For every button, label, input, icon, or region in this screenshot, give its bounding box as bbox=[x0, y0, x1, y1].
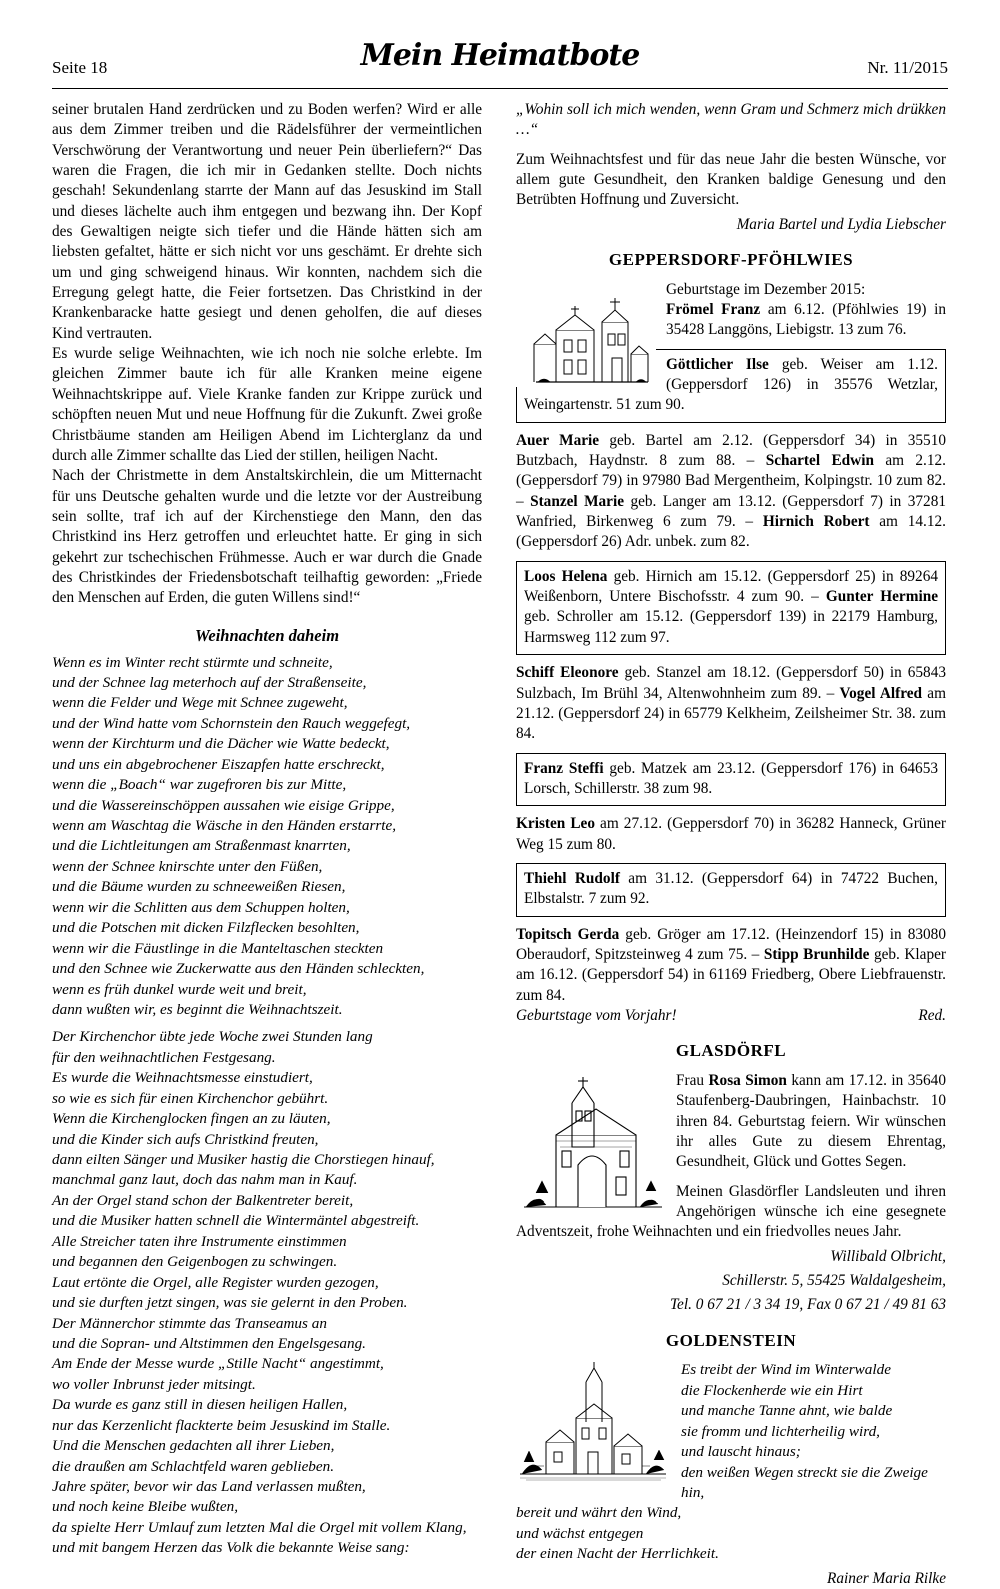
article-paragraph: Es wurde selige Weihnachten, wie ich noch nie solche erlebte. Im gleichen Zimmer baute ich für alle Kranken meine eigene Weihnachtskrippe auf. Viele Kranke fanden zur Krippe zurück und schöpften neuen Mut und neue Hoffnung für die Zukunft. Zwei große Christbäume standen am Heiligen Abend im Lichterglanz da und durch alle Zimmer schallte das Lied der stillen, heiligen Nacht. bbox=[52, 345, 482, 464]
birthday-detail: am 31.12. (Geppersdorf 64) in 74722 Buchen, Elbstalstr. 7 zum 92. bbox=[524, 869, 938, 908]
poem-line: wenn der Schnee knirschte unter den Füßen, bbox=[52, 857, 323, 875]
poem-line: und uns ein abgebrochener Eiszapfen hatte erschreckt, bbox=[52, 755, 385, 773]
birthday-name: Göttlicher Ilse bbox=[666, 355, 769, 373]
birthday-paragraph bbox=[516, 925, 946, 1006]
poem-line: und mit bangem Herzen das Volk die bekannte Weise sang: bbox=[52, 1539, 410, 1557]
poem-line: und der Schnee lag meterhoch auf der Straßenseite, bbox=[52, 673, 367, 691]
birthday-detail: geb. Langer am 13.12. (Geppersdorf 7) in 37281 Wanfried, Birkenweg 6 zum 79. – bbox=[516, 492, 946, 531]
poem-line: und die Wassereinschöppen aussahen wie eisige Grippe, bbox=[52, 796, 395, 814]
wishes-paragraph: Zum Weihnachtsfest und für das neue Jahr die besten Wünsche, vor allem gute Gesundheit, den Kranken baldige Genesung und den Betrübten Hoffnung und Zuversicht. bbox=[516, 150, 946, 209]
poem-line: und noch keine Bleibe wußten, bbox=[52, 1498, 238, 1516]
section-title-goldenstein: GOLDENSTEIN bbox=[665, 1330, 797, 1350]
poem-line: Der Männerchor stimmte das Transeamus an bbox=[52, 1314, 327, 1332]
goldenstein-poem-signature: Rainer Maria Rilke bbox=[827, 1569, 946, 1587]
poem-line: und der Wind hatte vom Schornstein den Rauch weggefegt, bbox=[52, 714, 411, 732]
poem-line: der einen Nacht der Herrlichkeit. bbox=[516, 1545, 719, 1563]
poem-line: wenn der Kirchturm und die Dächer wie Watte bedeckt, bbox=[52, 735, 390, 753]
birthday-name: Thiehl Rudolf bbox=[524, 869, 620, 887]
birthday-name: Topitsch Gerda bbox=[516, 925, 620, 943]
birthday-name: Stipp Brunhilde bbox=[763, 945, 870, 963]
birthday-detail: geb. Bartel am 2.12. (Geppersdorf 34) in 35510 Butzbach, Haydnstr. 8 zum 88. – bbox=[516, 431, 946, 470]
glasdoerfl-signature-address: Schillerstr. 5, 55425 Waldalgesheim, bbox=[722, 1272, 946, 1290]
birthday-name: Kristen Leo bbox=[516, 815, 595, 833]
poem-line: Alle Streicher taten ihre Instrumente einstimmen bbox=[52, 1232, 347, 1250]
birthday-detail: geb. Gröger am 17.12. (Heinzendorf 15) in 83080 Oberaudorf, Spitzsteinweg 4 zum 75. – bbox=[516, 925, 946, 963]
birthday-detail: am 14.12. (Geppersdorf 26) Adr. unbek. zum 82. bbox=[516, 513, 946, 551]
goldenstein-block bbox=[516, 1360, 946, 1564]
poem-line: wo voller Inbrunst jeder mitsingt. bbox=[52, 1375, 256, 1393]
birthday-name: Gunter Hermine bbox=[825, 588, 938, 606]
poem-line: wenn die „Boach“ war zugefroren bis zur Mitte, bbox=[52, 776, 347, 794]
birthday-detail: am 6.12. (Pföhlwies 19) in 35428 Langgöns, Liebigstr. 13 zum 76. bbox=[666, 301, 946, 339]
section-title-glasdoerfl: GLASDÖRFL bbox=[675, 1041, 787, 1061]
glasdoerfl-paragraph-2: Meinen Glasdörfler Landsleuten und ihren Angehörigen wünsche ich eine gesegnete Adventszeit, frohe Weihnachten und ein friedvolles neues Jahr. bbox=[516, 1182, 946, 1241]
birthday-detail: geb. Matzek am 23.12. (Geppersdorf 176) in 64653 Lorsch, Schillerstr. 38 zum 98. bbox=[524, 759, 939, 797]
village-illustration-icon bbox=[516, 1362, 671, 1482]
poem-line: Und die Menschen gedachten all ihrer Lieben, bbox=[52, 1437, 335, 1455]
birthday-detail: geb. Stanzel am 18.12. (Geppersdorf 50) in 65843 Sulzbach, Im Brühl 34, Altenwohnheim zum 89. – bbox=[516, 664, 946, 702]
poem-line: Der Kirchenchor übte jede Woche zwei Stunden lang bbox=[52, 1028, 373, 1046]
poem-line: und begannen den Geigenbogen zu schwingen. bbox=[52, 1253, 338, 1271]
poem-line: Laut ertönte die Orgel, alle Register wurden gezogen, bbox=[52, 1273, 379, 1291]
poem-line: bereit und währt den Wind, bbox=[516, 1504, 682, 1522]
poem-line: für den weihnachtlichen Festgesang. bbox=[52, 1048, 276, 1066]
birthday-name: Hirnich Robert bbox=[762, 513, 870, 531]
poem-line: und die Lichtleitungen am Straßenmast knarrten, bbox=[52, 837, 351, 855]
poem-line: da spielte Herr Umlauf zum letzten Mal die Orgel mit vollem Klang, bbox=[52, 1518, 467, 1536]
birthday-name: Loos Helena bbox=[524, 567, 608, 585]
birthday-name: Auer Marie bbox=[516, 431, 600, 449]
page-header bbox=[52, 38, 948, 82]
poem-line: und die Potschen mit dicken Filzflecken besohlten, bbox=[52, 919, 360, 937]
birthday-name: Frömel Franz bbox=[666, 301, 761, 319]
highlight-box bbox=[516, 753, 946, 807]
poem-stanza-2 bbox=[52, 1027, 482, 1558]
left-column bbox=[52, 100, 482, 1559]
poem-line: wenn wir die Fäustlinge in die Manteltaschen steckten bbox=[52, 939, 384, 957]
poem-stanza-1 bbox=[52, 653, 482, 1021]
masthead-logo: Mein Heimatbote bbox=[360, 38, 640, 73]
poem-line: wenn wir die Schlitten aus dem Schuppen holten, bbox=[52, 898, 350, 916]
poem-line: die Flockenherde wie ein Hirt bbox=[681, 1381, 863, 1399]
wishes-signature: Maria Bartel und Lydia Liebscher bbox=[736, 215, 946, 233]
footnote-signature: Red. bbox=[918, 1006, 946, 1024]
poem-line: wenn am Waschtag die Wäsche in den Händen erstarrte, bbox=[52, 817, 397, 835]
poem-line: Wenn es im Winter recht stürmte und schneite, bbox=[52, 653, 333, 671]
poem-line: Da wurde es ganz still in diesen heiligen Hallen, bbox=[52, 1396, 348, 1414]
closing-quote: „Wohin soll ich mich wenden, wenn Gram und Schmerz mich drükken …“ bbox=[516, 101, 946, 139]
poem-line: Am Ende der Messe wurde „Stille Nacht“ angestimmt, bbox=[52, 1355, 384, 1373]
poem-line: und lauscht hinaus; bbox=[681, 1443, 801, 1461]
birthday-detail: am 27.12. (Geppersdorf 70) in 36282 Hanneck, Grüner Weg 15 zum 80. bbox=[516, 815, 946, 853]
poem-line: und den Schnee wie Zuckerwatte aus den Händen schleckten, bbox=[52, 960, 425, 978]
poem-line: die draußen am Schlachtfeld waren geblieben. bbox=[52, 1457, 335, 1475]
birthday-name: Franz Steffi bbox=[524, 759, 604, 777]
person-name: Rosa Simon bbox=[708, 1071, 787, 1089]
geppersdorf-intro-block bbox=[516, 280, 946, 431]
section-title-geppersdorf: GEPPERSDORF-PFÖHLWIES bbox=[608, 250, 854, 270]
poem-line: den weißen Wegen streckt sie die Zweige hin, bbox=[681, 1463, 932, 1501]
glasdoerfl-block bbox=[516, 1071, 946, 1243]
birthday-paragraph bbox=[516, 431, 946, 553]
poem-line: und sie durften jetzt singen, was sie gelernt in den Proben. bbox=[52, 1294, 408, 1312]
birthday-detail: geb. Klaper am 16.12. (Geppersdorf 54) in 61169 Friedberg, Obere Liebfrauenstr. zum 84. bbox=[516, 945, 946, 1004]
header-divider bbox=[52, 88, 948, 89]
poem-line: Wenn die Kirchenglocken fingen an zu läuten, bbox=[52, 1110, 331, 1128]
footnote: Geburtstage vom Vorjahr! bbox=[516, 1006, 677, 1024]
chapel-illustration-icon bbox=[516, 1073, 666, 1213]
birthday-detail: geb. Schroller am 15.12. (Geppersdorf 139) in 22179 Hamburg, Harmsweg 112 zum 97. bbox=[524, 608, 938, 646]
page-number: Seite 18 bbox=[52, 58, 108, 77]
poem-line: so wie es sich für einen Kirchenchor gebührt. bbox=[52, 1089, 329, 1107]
poem-line: Es wurde die Weihnachtsmesse einstudiert, bbox=[52, 1069, 313, 1087]
poem-line: Jahre später, bevor wir das Land verlassen mußten, bbox=[52, 1478, 366, 1496]
birthday-detail: am 2.12. (Geppersdorf 79) in 97980 Bad Mergentheim, Kolpingstr. 10 zum 82. – bbox=[516, 452, 947, 510]
glasdoerfl-signature-name: Willibald Olbricht, bbox=[830, 1247, 946, 1265]
poem-line: und die Bäume wurden zu schneeweißen Riesen, bbox=[52, 878, 346, 896]
birthday-detail: geb. Weiser am 1.12. (Geppersdorf 126) in 35576 Wetzlar, Weingartenstr. 51 zum 90. bbox=[524, 355, 938, 414]
poem-line: und die Sopran- und Altstimmen den Engelsgesang. bbox=[52, 1334, 366, 1352]
birthday-detail: geb. Hirnich am 15.12. (Geppersdorf 25) in 89264 Weißenborn, Untere Bischofsstr. 4 zum 90. – bbox=[524, 567, 938, 606]
geppersdorf-intro: Geburtstage im Dezember 2015: bbox=[666, 280, 866, 298]
text-prefix: Frau bbox=[676, 1071, 709, 1089]
highlight-box bbox=[516, 863, 946, 917]
issue-number: Nr. 11/2015 bbox=[867, 58, 948, 77]
poem-line: dann wußten wir, es beginnt die Weihnachtszeit. bbox=[52, 1000, 343, 1018]
poem-title: Weihnachten daheim bbox=[194, 625, 340, 645]
birthday-paragraph bbox=[516, 814, 946, 855]
poem-line: manchmal ganz laut, doch das nahm man in Kauf. bbox=[52, 1171, 358, 1189]
right-column bbox=[516, 100, 946, 1589]
poem-line: und die Musiker hatten schnell die Wintermäntel abgestreift. bbox=[52, 1212, 420, 1230]
article-paragraph: seiner brutalen Hand zerdrücken und zu Boden werfen? Wird er alle aus dem Zimmer treiben und die Rädelsführer der vermeintlichen Verschwörung der Verantwortung und neuer Pein überliefern?“ Das waren die Fragen, die ich mir in Gedanken stellte. Doch nichts geschah! Sekundenlang starrte der Mann auf das Jesuskind im Stall und dieses lächelte auch ihm entgegen und bezwang ihn. Der Kopf des Gewaltigen neigte sich tiefer und die Hände hätten sich am liebsten gefaltet, hätte er sich nicht vor uns geschämt. Er drehte sich um und ging schweigend hinaus. Wir konnten, nachdem sich die Erregung gelegt hatte, die Feier fortsetzen. Das Christkind in der Krankenbaracke hatte gesiegt und denen geholfen, die auf dieses Kind vertrauten. bbox=[52, 101, 482, 342]
poem-line: dann eilten Sänger und Musiker hastig die Chorstiegen hinauf, bbox=[52, 1151, 435, 1169]
poem-line: nur das Kerzenlicht flackterte beim Jesuskind im Stalle. bbox=[52, 1416, 391, 1434]
text-rest: kann am 17.12. in 35640 Staufenberg-Daubringen, Hainbachstr. 10 ihren 84. Geburtstag feiern. Wir wünschen ihr alles Gute zu diesem Ehrentag, Gesundheit, Glück und Gottes Segen. bbox=[676, 1071, 946, 1171]
glasdoerfl-signature-phone: Tel. 0 67 21 / 3 34 19, Fax 0 67 21 / 49 81 63 bbox=[669, 1296, 946, 1314]
poem-line: Es treibt der Wind im Winterwalde bbox=[681, 1361, 891, 1379]
poem-line: sie fromm und lichterheilig wird, bbox=[681, 1422, 880, 1440]
birthday-name: Vogel Alfred bbox=[839, 684, 923, 702]
church-illustration-icon bbox=[516, 282, 656, 387]
poem-line: und die Kinder sich aufs Christkind freuten, bbox=[52, 1130, 319, 1148]
birthday-paragraph bbox=[516, 663, 946, 744]
poem-line: An der Orgel stand schon der Balkentreter bereit, bbox=[52, 1191, 354, 1209]
poem-line: wenn die Felder und Wege mit Schnee zugeweht, bbox=[52, 694, 348, 712]
birthday-detail: am 21.12. (Geppersdorf 24) in 65779 Kelkheim, Zeilsheimer Str. 38. zum 84. bbox=[516, 684, 946, 743]
highlight-box bbox=[516, 561, 946, 655]
birthday-name: Stanzel Marie bbox=[530, 492, 625, 510]
article-paragraph: Nach der Christmette in dem Anstaltskirchlein, die um Mitternacht für uns Deutsche gehalten wurde und die letzte vor der Austreibung sein sollte, traf ich auf der Kirchenstiege den Mann, den das Christkind ins Herz getroffen und erleuchtet hatte. Er ging in sich gekehrt zur tschechischen Frühmesse. Auch er war durch die Gnade des Christkindes der Friedensbotschaft teilhaftig geworden: „Friede den Menschen auf Erden, die guten Willens sind!“ bbox=[52, 467, 482, 607]
birthday-name: Schiff Eleonore bbox=[516, 664, 619, 682]
poem-line: wenn es früh dunkel wurde weit und breit, bbox=[52, 980, 307, 998]
poem-line: und wächst entgegen bbox=[516, 1524, 644, 1542]
poem-line: und manche Tanne ahnt, wie balde bbox=[681, 1402, 893, 1420]
birthday-name: Schartel Edwin bbox=[765, 452, 874, 470]
